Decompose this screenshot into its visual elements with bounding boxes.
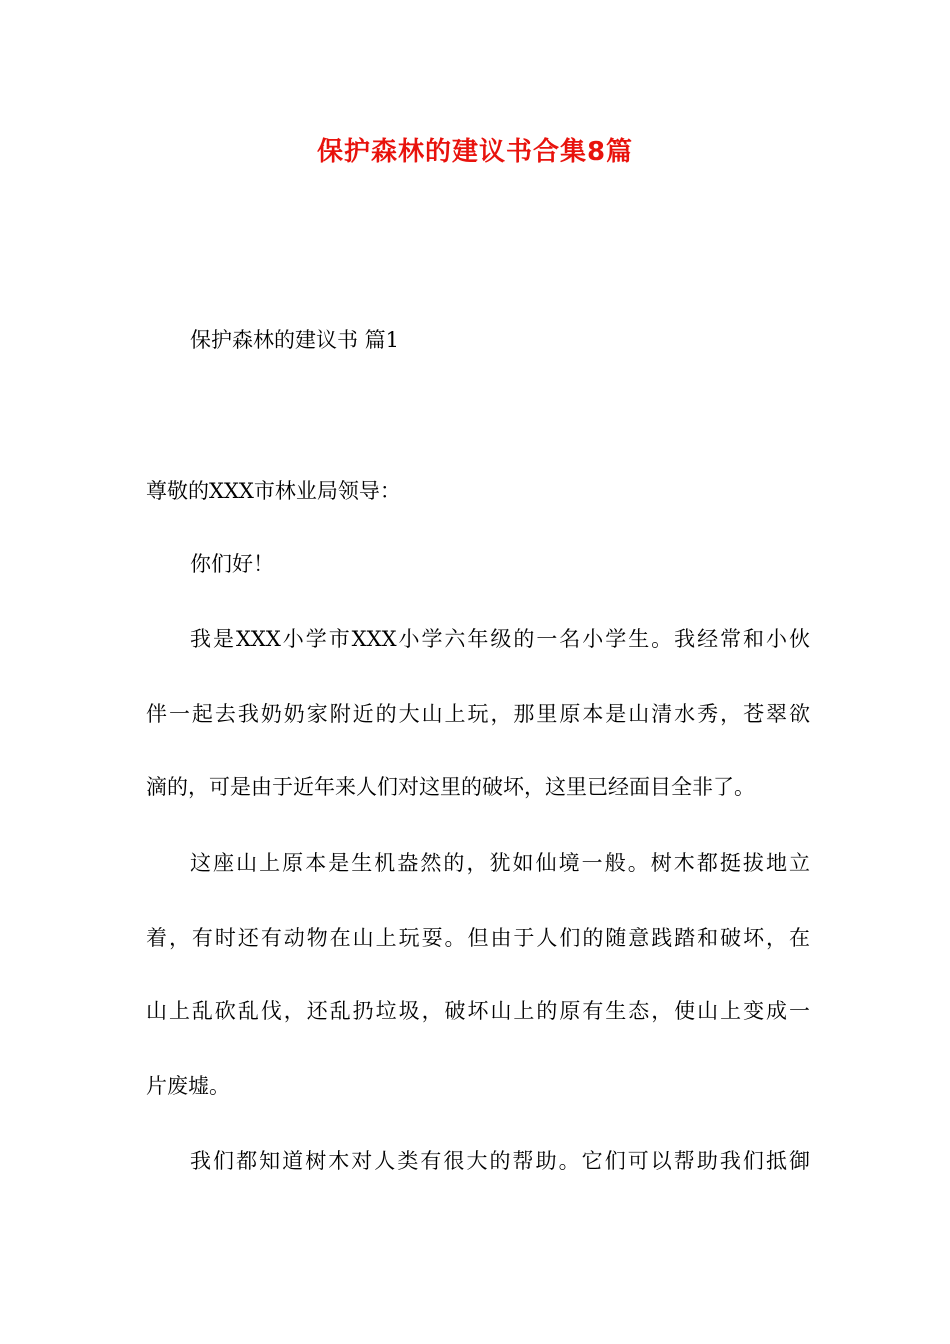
paragraph-2-line-4: 片废墟。: [146, 1074, 230, 1098]
document-title: 保护森林的建议书合集8篇: [316, 137, 634, 167]
paragraph-1-line-3: 滴的，可是由于近年来人们对这里的破坏，这里已经面目全非了。: [146, 775, 755, 799]
paragraph-2-line-1: 这座山上原本是生机盎然的，犹如仙境一般。树木都挺拔地立: [190, 851, 810, 875]
salutation: 尊敬的XXX市林业局领导：: [146, 479, 401, 503]
paragraph-1-line-2: 伴一起去我奶奶家附近的大山上玩，那里原本是山清水秀，苍翠欲: [146, 702, 810, 726]
section-heading: 保护森林的建议书 篇1: [190, 328, 400, 352]
paragraph-3-line-1: 我们都知道树木对人类有很大的帮助。它们可以帮助我们抵御: [190, 1149, 810, 1173]
paragraph-2-line-2: 着，有时还有动物在山上玩耍。但由于人们的随意践踏和破坏，在: [146, 926, 810, 950]
paragraph-1-line-1: 我是XXX小学市XXX小学六年级的一名小学生。我经常和小伙: [190, 627, 810, 651]
greeting: 你们好！: [190, 552, 274, 576]
paragraph-2-line-3: 山上乱砍乱伐，还乱扔垃圾，破坏山上的原有生态，使山上变成一: [146, 999, 810, 1023]
